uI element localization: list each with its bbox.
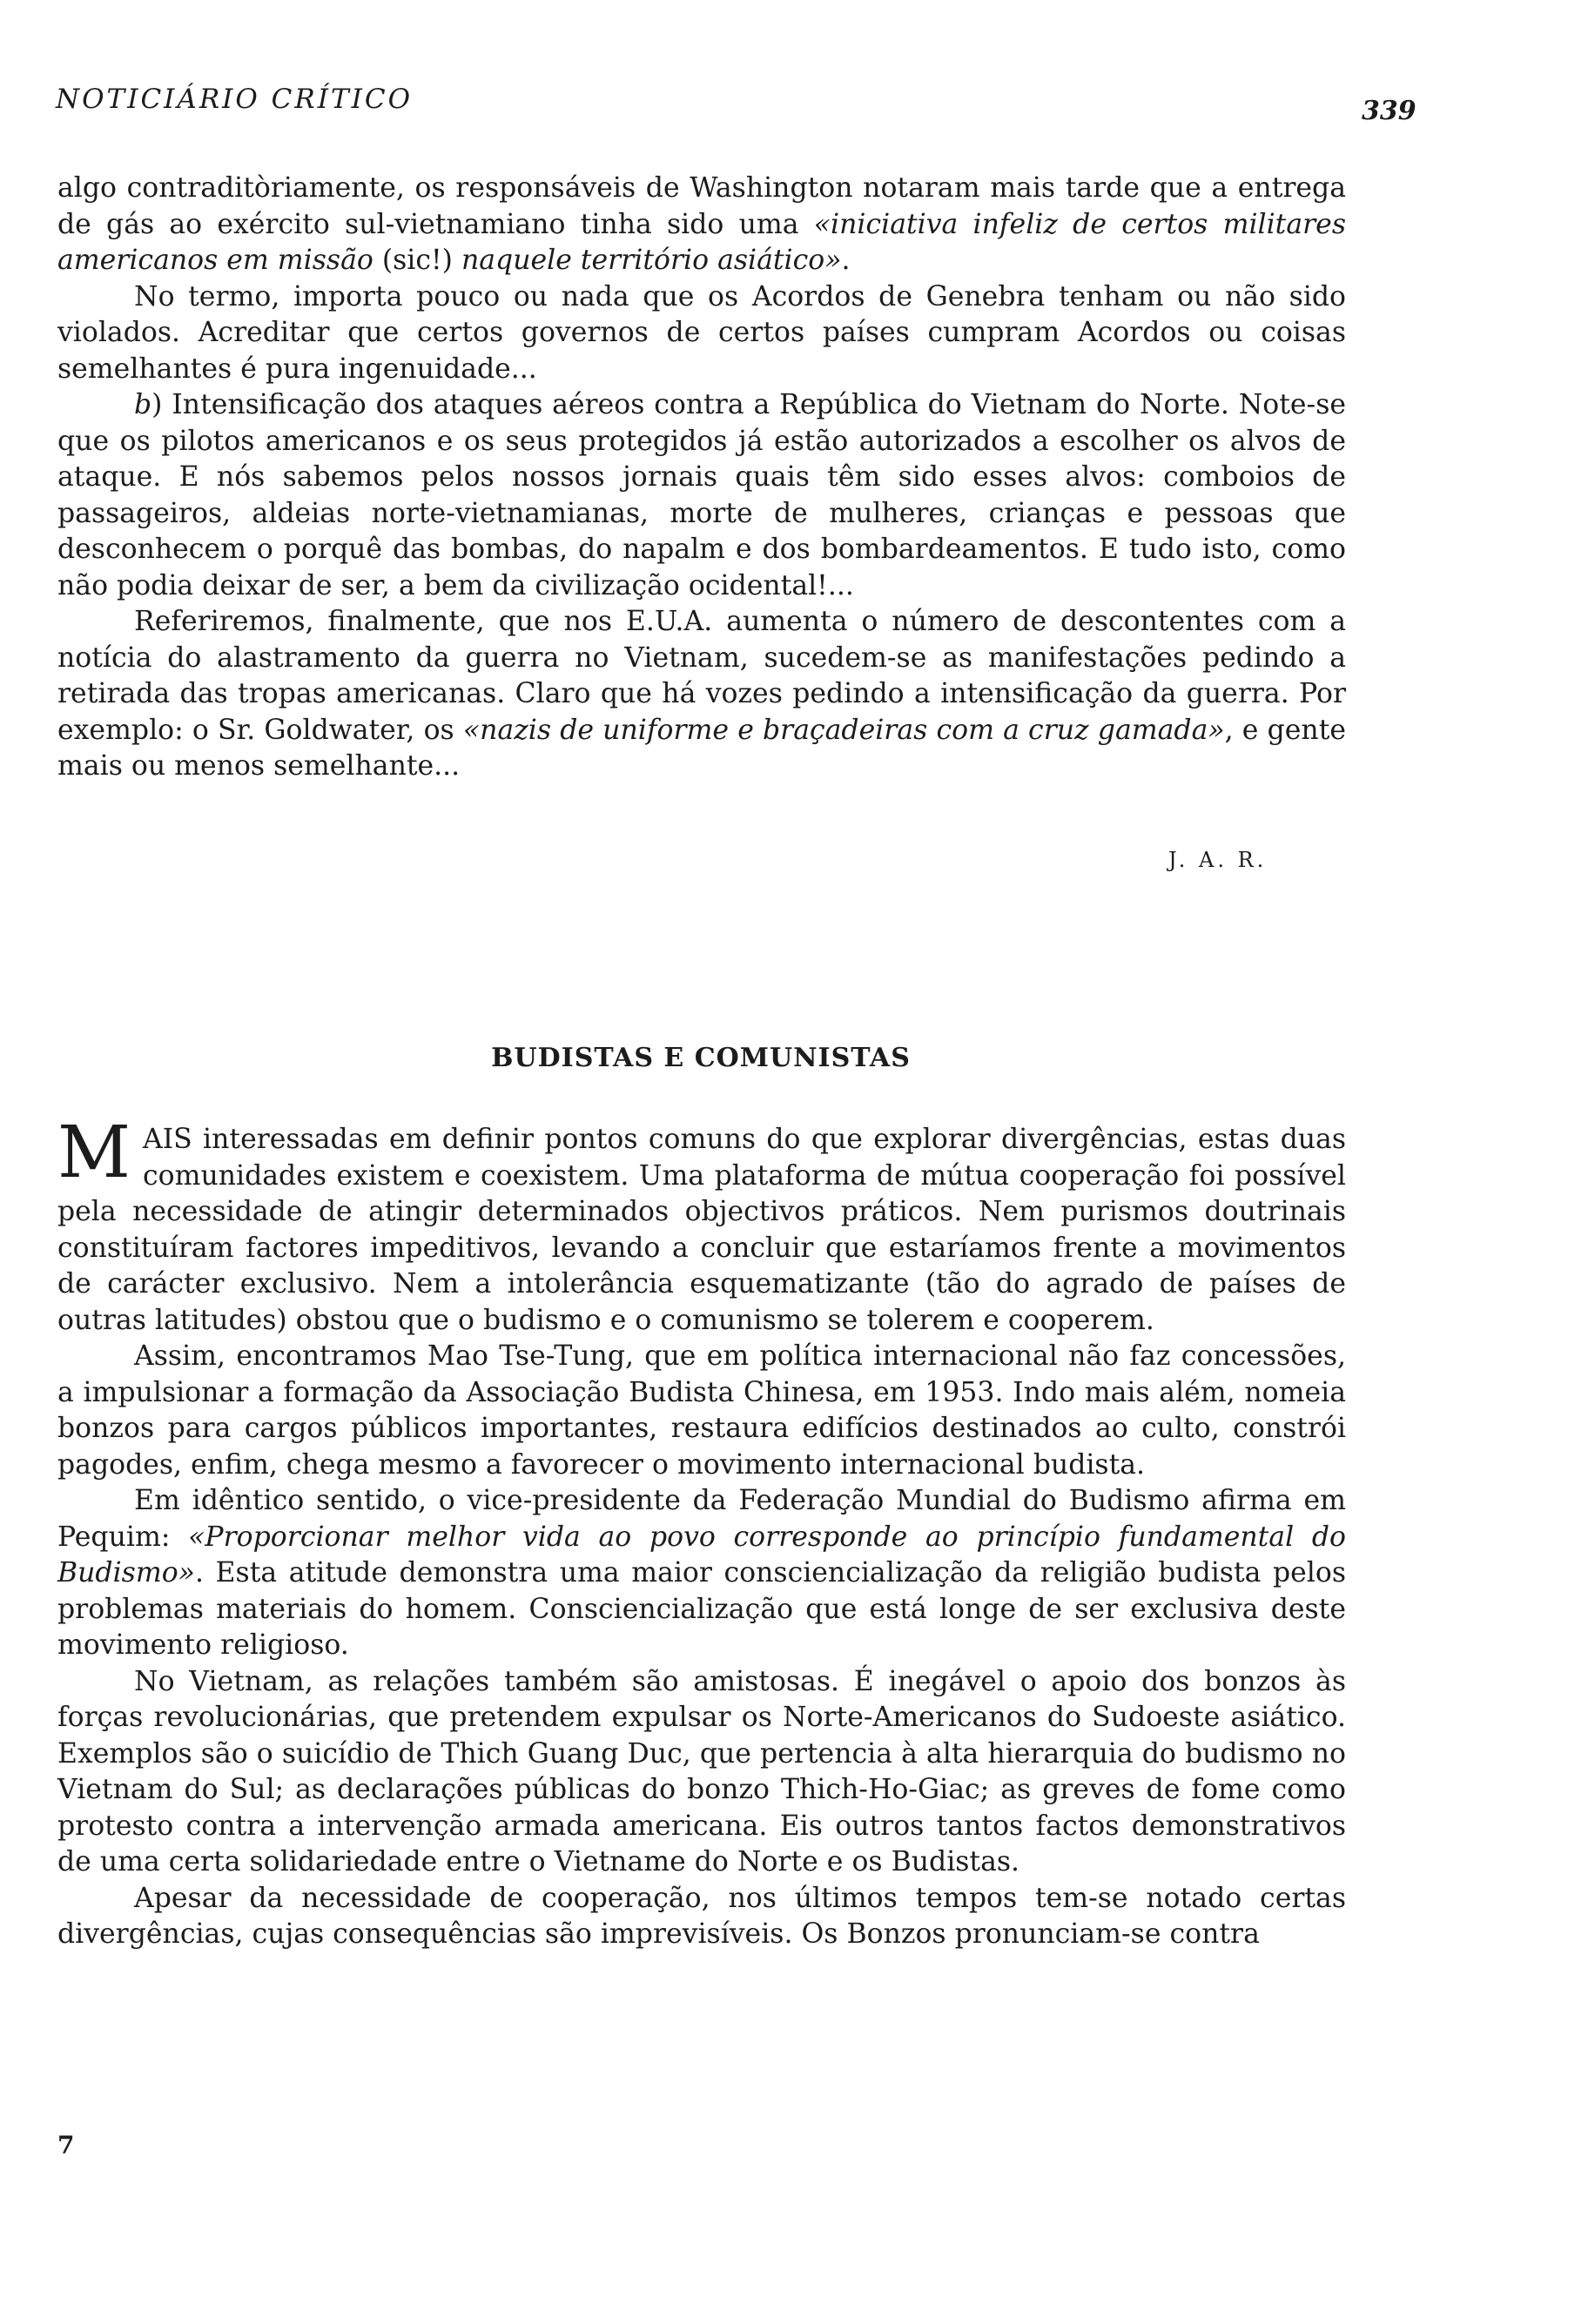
drop-cap: M: [57, 1112, 131, 1194]
paragraph: Assim, encontramos Mao Tse-Tung, que em política internacional não faz concessões, a impulsionar a formação da Associação Budista Chinesa, em 1953. Indo mais além, nomeia bonzos para cargos públicos importantes, restaura edifícios destinados ao culto, constrói pagodes, enfim, chega mesmo a favorecer o movimento internacional budista.: [57, 1340, 1346, 1481]
article-section-1: [57, 171, 1346, 785]
paragraph: b) Intensificação dos ataques aéreos contra a República do Vietnam do Norte. Note-se que os pilotos americanos e os seus protegidos já estão autorizados a escolher os alvos de ataque. E nós sabemos pelos nossos jornais quais têm sido esses alvos: comboios de passageiros, aldeias norte-vietnamianas, morte de mulheres, crianças e pessoas que desconhecem o porquê das bombas, do napalm e dos bombardeamentos. E tudo isto, como não podia deixar de ser, a bem da civilização ocidental!...: [57, 389, 1346, 601]
signature-mark: 7: [57, 2131, 75, 2159]
paragraph: Apesar da necessidade de cooperação, nos últimos tempos tem-se notado certas divergências, cujas consequências são imprevisíveis. Os Bonzos pronunciam-se contra: [57, 1882, 1346, 1950]
page-number: 339: [1362, 96, 1416, 126]
paragraph: MAIS interessadas em definir pontos comuns do que explorar divergências, estas duas comunidades existem e coexistem. Uma plataforma de mútua cooperação foi possível pela necessidade de atingir determinados objectivos práticos. Nem purismos doutrinais constituíram factores impeditivos, levando a concluir que estaríamos frente a movimentos de carácter exclusivo. Nem a intolerância esquematizante (tão do agrado de países de outras latitudes) obstou que o budismo e o comunismo se tolerem e cooperem.: [57, 1112, 1346, 1336]
page-header: [56, 84, 1416, 136]
paragraph: Referiremos, finalmente, que nos E.U.A. aumenta o número de descontentes com a notícia do alastramento da guerra no Vietnam, sucedem-se as manifestações pedindo a retirada das tropas americanas. Claro que há vozes pedindo a intensificação da guerra. Por exemplo: o Sr. Goldwater, os «nazis de uniforme e braçadeiras com a cruz gamada», e gente mais ou menos semelhante...: [57, 606, 1347, 782]
running-head: NOTICIÁRIO CRÍTICO: [56, 84, 414, 115]
paragraph: No termo, importa pouco ou nada que os Acordos de Genebra tenham ou não sido violados. Acreditar que certos governos de certos países cumpram Acordos ou coisas semelhantes é pura ingenuidade...: [57, 280, 1346, 385]
paragraph: No Vietnam, as relações também são amistosas. É inegável o apoio dos bonzos às forças revolucionárias, que pretendem expulsar os Norte-Americanos do Sudoeste asiático. Exemplos são o suicídio de Thich Guang Duc, que pertencia à alta hierarquia do budismo no Vietnam do Sul; as declarações públicas do bonzo Thich-Ho-Giac; as greves de fome como protesto contra a intervenção armada americana. Eis outros tantos factos demonstrativos de uma certa solidariedade entre o Vietname do Norte e os Budistas.: [57, 1665, 1346, 1877]
paragraph: Em idêntico sentido, o vice-presidente da Federação Mundial do Budismo afirma em Pequim: «Proporcionar melhor vida ao povo corresponde ao princípio fundamental do Budismo». Esta atitude demonstra uma maior consciencialização da religião budista pelos problemas materiais do homem. Consciencialização que está longe de ser exclusiva deste movimento religioso.: [57, 1485, 1347, 1661]
author-signature: J. A. R.: [1168, 848, 1268, 872]
article-section-2: [57, 1112, 1347, 1953]
paragraph: algo contraditòriamente, os responsáveis de Washington notaram mais tarde que a entrega de gás ao exército sul-vietnamiano tinha sido uma «iniciativa infeliz de certos militares americanos em missão (sic!) naquele território asiático».: [57, 172, 1346, 276]
section-title: BUDISTAS E COMUNISTAS: [491, 1043, 911, 1073]
